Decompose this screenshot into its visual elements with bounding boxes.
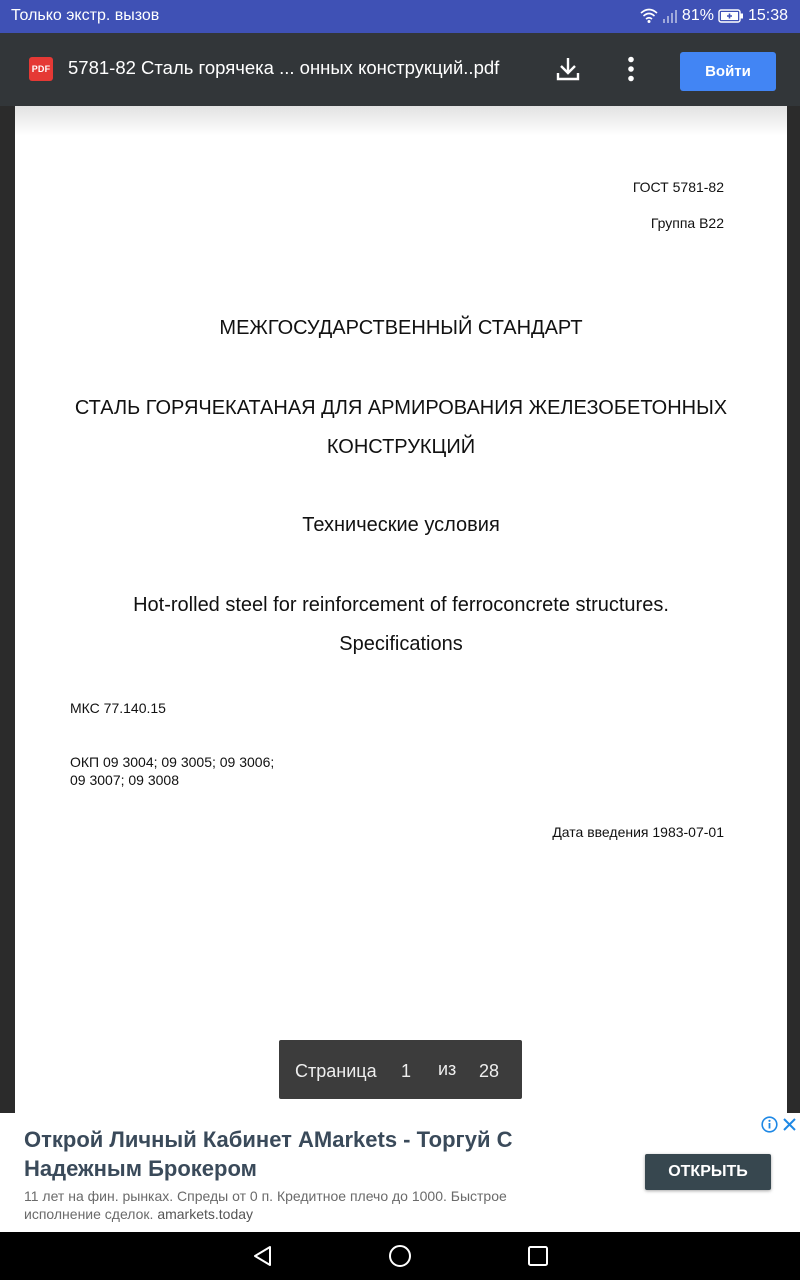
ad-title[interactable]: Открой Личный Кабинет AMarkets - Торгуй С Надежным Брокером xyxy=(24,1127,513,1181)
ad-open-button[interactable]: ОТКРЫТЬ xyxy=(645,1154,771,1190)
document-title-line1: СТАЛЬ ГОРЯЧЕКАТАНАЯ ДЛЯ АРМИРОВАНИЯ ЖЕЛЕЗОБЕТОННЫХ xyxy=(74,397,728,419)
ad-close-icon[interactable] xyxy=(781,1116,798,1133)
standard-type: МЕЖГОСУДАРСТВЕННЫЙ СТАНДАРТ xyxy=(219,317,583,339)
page-label: Страница xyxy=(295,1061,377,1081)
document-page xyxy=(15,106,787,1113)
ad-url[interactable]: amarkets.today xyxy=(157,1206,254,1222)
status-icons xyxy=(640,7,788,25)
page-of-label: из xyxy=(438,1059,457,1079)
total-pages: 28 xyxy=(479,1061,500,1081)
login-button[interactable]: Войти xyxy=(680,52,776,91)
clock: 15:38 xyxy=(747,7,788,24)
back-triangle-icon xyxy=(251,1244,275,1268)
english-title-line1: Hot-rolled steel for reinforcement of ferroconcrete structures. xyxy=(133,594,669,616)
back-button[interactable] xyxy=(251,1244,275,1268)
more-options-button[interactable] xyxy=(617,53,645,85)
pdf-viewer[interactable] xyxy=(0,106,800,1113)
okp-codes: ОКП 09 3004; 09 3005; 09 3006; 09 3007; 09 3008 xyxy=(70,754,275,788)
carrier-text: Только экстр. вызов xyxy=(11,7,160,24)
current-page: 1 xyxy=(401,1061,412,1081)
download-icon xyxy=(556,56,580,82)
home-circle-icon xyxy=(388,1244,412,1268)
recents-button[interactable] xyxy=(526,1244,550,1268)
file-title: 5781-82 Сталь горячека ... онных конструкций..pdf xyxy=(68,57,500,78)
recents-square-icon xyxy=(526,1244,550,1268)
battery-icon xyxy=(718,9,744,23)
signal-icon xyxy=(662,8,678,24)
navigation-bar xyxy=(0,1232,800,1280)
group-code: Группа В22 xyxy=(650,215,724,231)
battery-percent: 81% xyxy=(681,7,714,24)
status-bar xyxy=(0,0,800,33)
gost-number: ГОСТ 5781-82 xyxy=(632,179,724,195)
more-vert-icon xyxy=(627,56,635,82)
ad-description-text: 11 лет на фин. рынках. Спреды от 0 п. Кредитное плечо до 1000. Быстрое исполнение сделок. xyxy=(24,1188,507,1222)
mks-code: МКС 77.140.15 xyxy=(70,700,166,716)
english-title-line2: Specifications xyxy=(339,633,463,655)
pdf-file-icon: PDF xyxy=(29,57,53,81)
document-title-line2: КОНСТРУКЦИЙ xyxy=(326,436,476,458)
home-button[interactable] xyxy=(388,1244,412,1268)
ad-banner[interactable] xyxy=(0,1113,800,1232)
download-button[interactable] xyxy=(552,53,584,85)
ad-info-icon[interactable] xyxy=(761,1116,778,1133)
introduction-date: Дата введения 1983-07-01 xyxy=(552,824,724,840)
wifi-icon xyxy=(640,8,658,24)
page-top-shadow xyxy=(15,106,787,136)
document-subtitle: Технические условия xyxy=(302,514,500,536)
app-bar xyxy=(0,33,800,106)
page-indicator xyxy=(279,1040,522,1099)
ad-description xyxy=(24,1187,584,1223)
